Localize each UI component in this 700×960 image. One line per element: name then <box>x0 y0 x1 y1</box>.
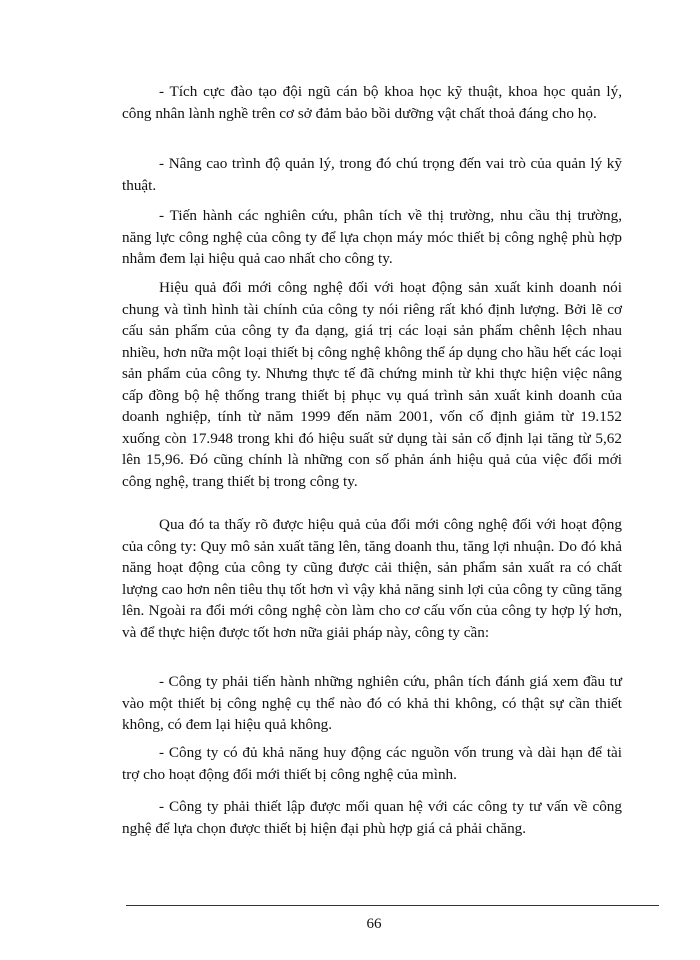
paragraph: - Công ty phải thiết lập được mối quan hệ với các công ty tư vấn về công nghệ để lựa chọn được thiết bị hiện đại phù hợp giá cả phải chăng. <box>122 798 622 837</box>
paragraph: - Tích cực đào tạo đội ngũ cán bộ khoa học kỹ thuật, khoa học quản lý, công nhân lành nghề trên cơ sở đảm bảo bồi dưỡng vật chất thoả đáng cho họ. <box>122 83 622 122</box>
paragraph: Hiệu quả đổi mới công nghệ đối với hoạt động sản xuất kinh doanh nói chung và tình hình tài chính của công ty nói riêng rất khó định lượng. Bởi lẽ cơ cấu sản phẩm của công ty đa dạng, giá trị các loại sản phẩm chênh lệch nhau nhiều, hơn nữa một loại thiết bị công nghệ không thể áp dụng cho hầu hết các loại sản phẩm của công ty. Nhưng thực tế đã chứng minh từ khi thực hiện việc nâng cấp đồng bộ hệ thống trang thiết bị phục vụ quá trình sản xuất kinh doanh của doanh nghiệp, tính từ năm 1999 đến năm 2001, vốn cố định giảm từ 19.152 xuống còn 17.948 trong khi đó hiệu suất sử dụng tài sản cố định lại tăng từ 5,62 lên 15,96. Đó cũng chính là những con số phản ánh hiệu quả của việc đổi mới công nghệ, trang thiết bị trong công ty. <box>122 279 622 490</box>
paragraph: - Tiến hành các nghiên cứu, phân tích về thị trường, nhu cầu thị trường, năng lực công nghệ của công ty để lựa chọn máy móc thiết bị công nghệ phù hợp nhằm đem lại hiệu quả cao nhất cho công ty. <box>122 207 622 267</box>
paragraph: - Công ty phải tiến hành những nghiên cứu, phân tích đánh giá xem đầu tư vào một thiết bị công nghệ cụ thể nào đó có khả thi không, có thật sự cần thiết không, có đem lại hiệu quả không. <box>122 673 622 733</box>
page-number: 66 <box>366 916 382 932</box>
footer-divider <box>126 905 659 906</box>
paragraph: - Nâng cao trình độ quản lý, trong đó chú trọng đến vai trò của quản lý kỹ thuật. <box>122 155 622 194</box>
paragraph: Qua đó ta thấy rõ được hiệu quả của đổi mới công nghệ đối với hoạt động của công ty: Quy mô sản xuất tăng lên, tăng doanh thu, tăng lợi nhuận. Do đó khả năng hoạt động của công ty cũng được cải thiện, sản phẩm sản xuất ra có chất lượng cao hơn nên tiêu thụ tốt hơn vì vậy khả năng sinh lợi của công ty cũng tăng lên. Ngoài ra đổi mới công nghệ còn làm cho cơ cấu vốn của công ty hợp lý hơn, và để thực hiện được tốt hơn nữa giải pháp này, công ty cần: <box>122 516 622 641</box>
paragraph: - Công ty có đủ khả năng huy động các nguồn vốn trung và dài hạn để tài trợ cho hoạt động đổi mới thiết bị công nghệ của mình. <box>122 744 622 783</box>
